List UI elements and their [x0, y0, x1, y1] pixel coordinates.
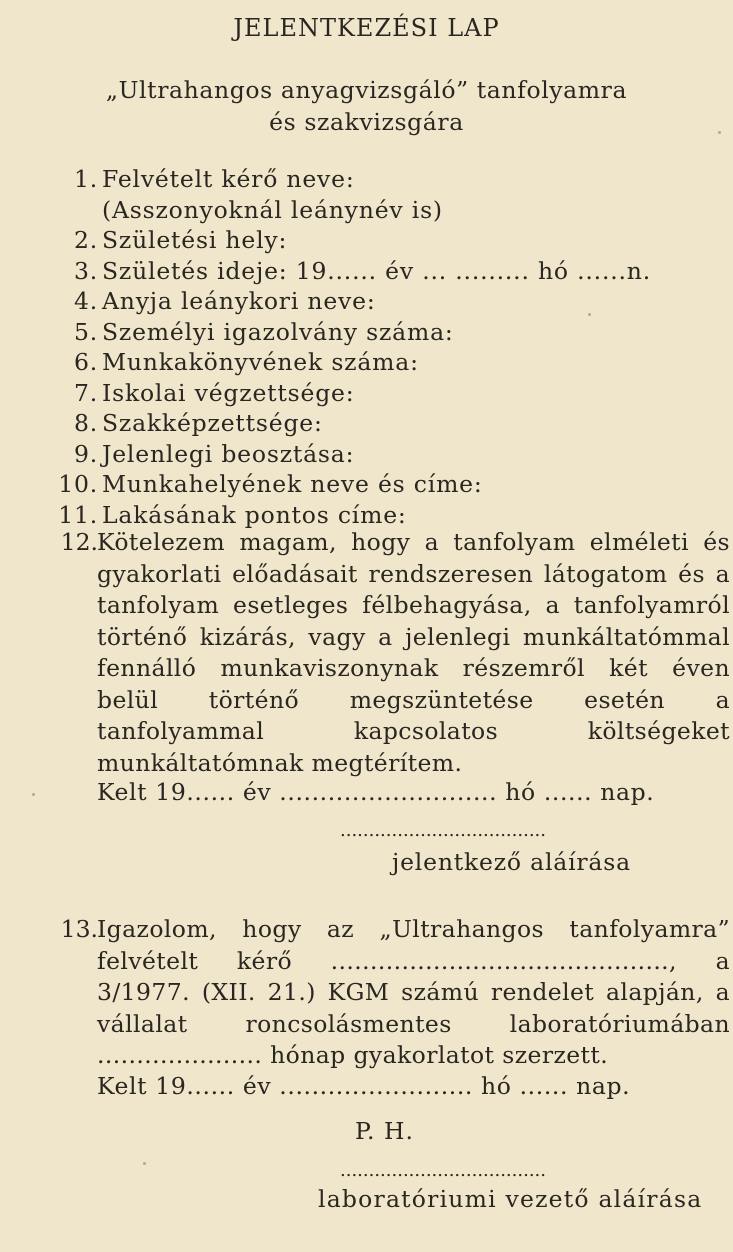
form-field-item	[0, 469, 733, 500]
field-label: Felvételt kérő neve:	[102, 165, 355, 193]
field-number: 3.	[73, 256, 98, 285]
item13-number: 13.	[60, 915, 98, 943]
field-number: 10.	[58, 470, 98, 498]
field-label: Lakásának pontos címe:	[102, 500, 407, 529]
field-number: 4.	[73, 287, 98, 315]
field-number: 6.	[73, 348, 98, 376]
field-number: 8.	[73, 409, 98, 437]
form-field-item	[0, 500, 733, 531]
field-label: (Asszonyoknál leánynév is)	[102, 195, 443, 224]
paper-speck	[32, 793, 35, 796]
field-number: 9.	[73, 439, 98, 468]
field-label: Munkakönyvének száma:	[102, 348, 419, 376]
field-label: Anyja leánykori neve:	[102, 287, 376, 315]
field-number: 1.	[73, 165, 98, 193]
lab-head-signature-line: ....................................	[340, 1160, 546, 1181]
form-field-item	[0, 347, 733, 378]
item12-date-line: Kelt 19...... év ........................... hó ...... nap.	[97, 778, 655, 806]
item12-number: 12.	[60, 528, 98, 556]
field-label: Iskolai végzettsége:	[102, 378, 355, 407]
paper-speck	[588, 313, 591, 316]
form-field-item	[0, 408, 733, 439]
form-field-item	[0, 225, 733, 256]
stamp-placeholder: P. H.	[355, 1117, 414, 1145]
form-subtitle-line1: „Ultrahangos anyagvizsgáló” tanfolyamra	[105, 76, 628, 104]
applicant-signature-label: jelentkező aláírása	[392, 848, 631, 876]
item12-commitment-text: Kötelezem magam, hogy a tanfolyam elméleti és gyakorlati előadásait rendszeresen látogatom és a tanfolyam esetleges félbehagyása, a tanfolyamról történő kizárás, vagy a jelenlegi munkáltatómmal fennálló munkaviszonynak részemről két éven belül történő megszüntetése esetén a tanfolyammal kapcsolatos költségeket munkáltatómnak megtérítem.	[97, 528, 730, 777]
form-field-item	[0, 378, 733, 409]
field-number: 2.	[73, 226, 98, 254]
field-label: Születés ideje: 19...... év ... ......... hó ......n.	[102, 256, 651, 285]
field-number: 11.	[58, 500, 98, 529]
field-label: Jelenlegi beosztása:	[102, 439, 355, 468]
paper-speck	[143, 1162, 146, 1165]
lab-head-signature-label: laboratóriumi vezető aláírása	[318, 1185, 703, 1213]
form-subtitle-line2: és szakvizsgára	[269, 108, 464, 136]
paper-speck	[718, 131, 721, 134]
field-label: Szakképzettsége:	[102, 409, 323, 437]
item13-certification-text: Igazolom, hogy az „Ultrahangos tanfolyamra” felvételt kérő ..........................................., a 3/1977. (XII. 21.) KGM számú rendelet alapján, a vállalat roncsolásmentes laboratóriumában ..................... hónap gyakorlatot szerzett.	[97, 915, 730, 1069]
form-title: JELENTKEZÉSI LAP	[233, 14, 500, 42]
field-number: 7.	[73, 378, 98, 407]
form-field-item	[0, 286, 733, 317]
item13-date-line: Kelt 19...... év ........................ hó ...... nap.	[97, 1072, 631, 1100]
form-field-item	[0, 317, 733, 348]
form-field-item	[0, 256, 733, 287]
field-label: Születési hely:	[102, 226, 288, 254]
applicant-signature-line: ....................................	[340, 820, 546, 841]
field-label: Munkahelyének neve és címe:	[102, 470, 483, 498]
field-label: Személyi igazolvány száma:	[102, 317, 454, 346]
field-number: 5.	[73, 317, 98, 346]
form-fields-list	[0, 164, 733, 530]
form-field-item	[0, 439, 733, 470]
form-field-item	[0, 164, 733, 195]
form-field-item	[0, 195, 733, 226]
